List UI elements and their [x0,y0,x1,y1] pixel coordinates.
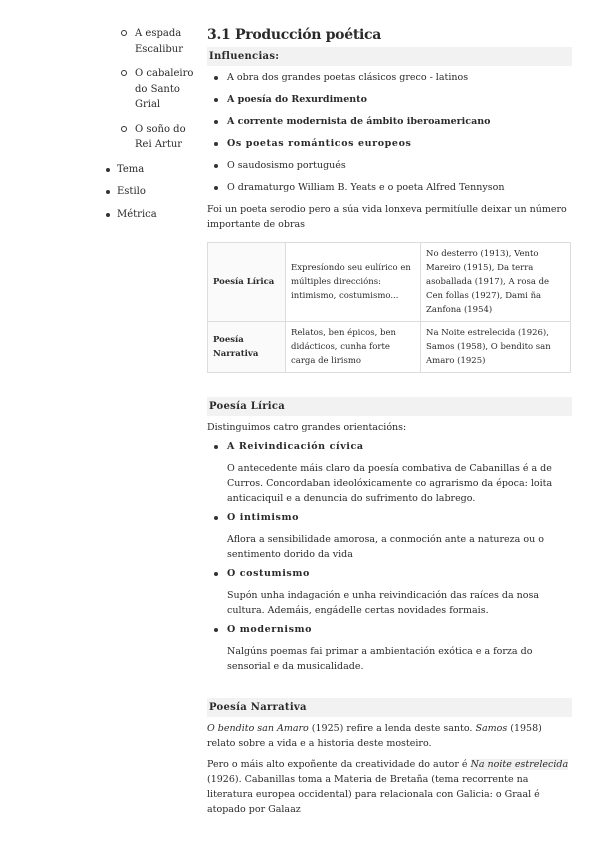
list-item: Os poetas románticos europeos [207,136,572,151]
page-title: 3.1 Producción poética [207,27,382,43]
work-title: Samos [475,723,508,734]
sidebar-item-metrica[interactable]: Métrica [104,207,204,223]
list-item: O dramaturgo William B. Yeats e o poeta Alfred Tennyson [207,180,572,195]
narrativa-paragraph-2 [207,757,572,817]
sidebar-subitem-cabaleiro[interactable]: O cabaleiro do Santo Grial [104,66,204,113]
list-item: A corrente modernista de ámbito iberoamericano [207,114,572,129]
list-item-text: Supón unha indagación e unha reivindicación das raíces da nosa cultura. Ademáis, engádelle certas novidades formais. [227,590,540,616]
list-item-text: Aflora a sensibilidade amorosa, a conmoción ante a natureza ou o sentimento dorido da vida [227,534,544,560]
lirica-list-4 [207,622,572,637]
sidebar-nav [104,26,204,229]
table-cell: No desterro (1913), Vento Mareiro (1915), Da terra asoballada (1917), A rosa de Cen follas (1927), Dami ña Zanfona (1954) [421,243,571,322]
list-item: O modernismo [207,622,572,637]
sidebar-subitem-rei-artur[interactable]: O soño do Rei Artur [104,122,204,153]
main-content [207,26,572,817]
sidebar-item-estilo[interactable]: Estilo [104,184,204,200]
list-item-text: O antecedente máis claro da poesía combativa de Cabanillas é a de Curros. Concordaban ideolóxicamente co agrarismo da época: loita anticaciquil e a denuncia do sufrimento do labrego. [227,463,553,504]
lirica-list-3 [207,566,572,581]
influencias-heading: Influencias: [207,47,572,66]
list-item: A Reivindicación cívica [207,439,572,454]
list-item-text: Nalgúns poemas fai primar a ambientación exótica e a forza do sensorial e da musicalidade. [227,646,533,672]
sidebar-subitems [104,26,204,153]
intro-paragraph: Foi un poeta serodio pero a súa vida lonxeva permitíulle deixar un número importante de obras [207,204,567,230]
table-cell: Expresíondo seu eulírico en múltiples direccións: intimismo, costumismo... [286,243,421,322]
work-title: O bendito san Amaro [207,723,309,734]
narrativa-heading: Poesía Narrativa [207,698,572,717]
list-item: A obra dos grandes poetas clásicos greco - latinos [207,70,572,85]
narrativa-paragraph-1 [207,721,572,751]
table-row [208,322,571,373]
table-cell: Poesía Lírica [208,243,286,322]
table-cell: Na Noite estrelecida (1926), Samos (1958), O bendito san Amaro (1925) [421,322,571,373]
influencias-list [207,70,572,195]
sidebar-subitem-escalibur[interactable]: A espada Escalibur [104,26,204,57]
lirica-list [207,439,572,454]
table-cell: Poesía Narrativa [208,322,286,373]
works-table [207,242,571,373]
list-item: O intimismo [207,510,572,525]
table-cell: Relatos, ben épicos, ben didácticos, cunha forte carga de lirismo [286,322,421,373]
sidebar-item-tema[interactable]: Tema [104,162,204,178]
list-item: O saudosismo portugués [207,158,572,173]
list-item: A poesía do Rexurdimento [207,92,572,107]
lirica-intro: Distinguimos catro grandes orientacións: [207,422,407,433]
text: (1925) refire a lenda deste santo. [308,723,476,734]
list-item: O costumismo [207,566,572,581]
highlighted-work-title: Na noite estrelecida [470,759,569,770]
lirica-list-2 [207,510,572,525]
text: (1926). Cabanillas toma a Materia de Bretaña (tema recorrente na literatura europea occidental) para relacionala con Galicia: o Graal é atopado por Galaaz [207,774,540,815]
table-row [208,243,571,322]
text: Pero o máis alto expoñente da creatividade do autor é [207,759,471,770]
sidebar-items [104,162,204,223]
lirica-heading: Poesía Lírica [207,397,572,416]
text: (1958) relato sobre a vida e a historia deste mosteiro. [207,723,542,749]
